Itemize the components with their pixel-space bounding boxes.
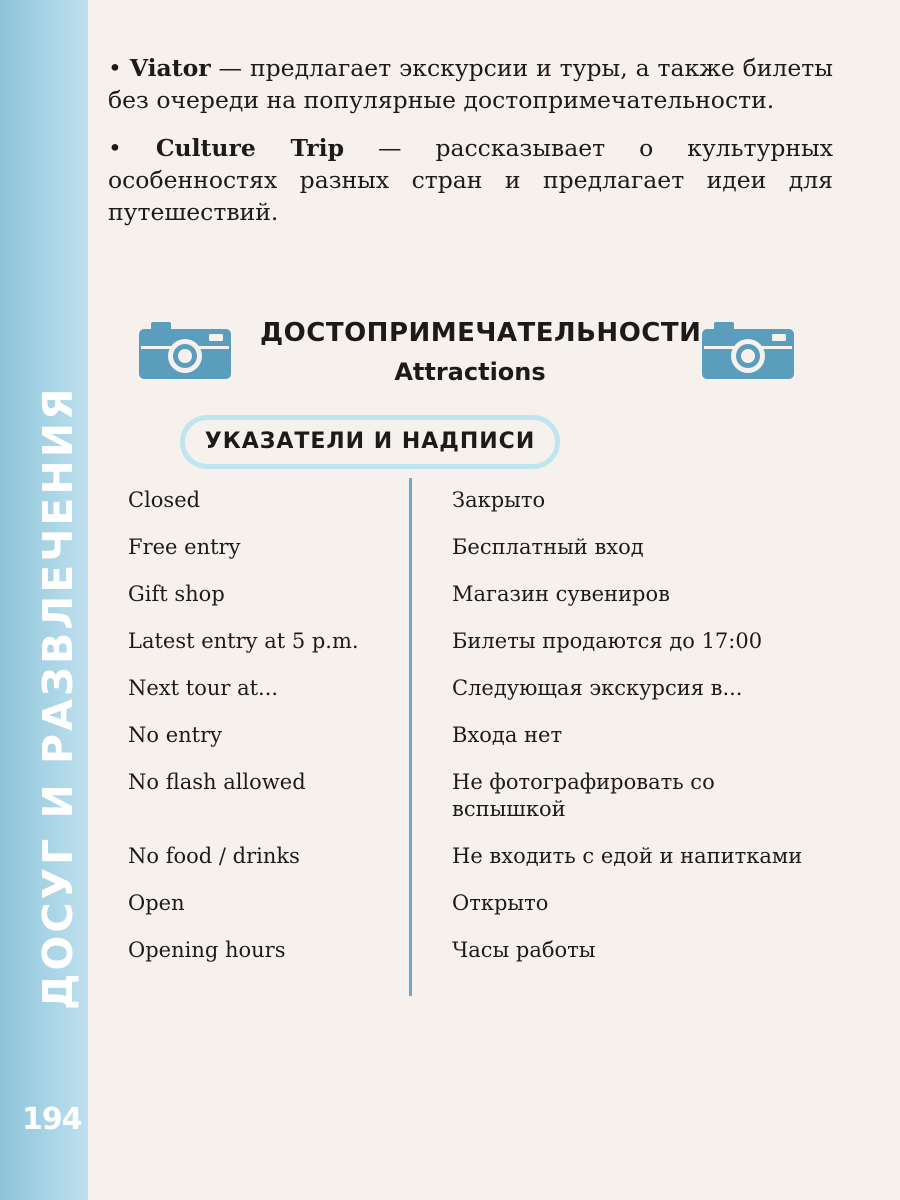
intro-item-name: Culture Trip — [155, 134, 345, 162]
vocab-term-ru: Магазин сувениров — [452, 582, 670, 606]
vocab-term-en: Next tour at... — [128, 676, 279, 700]
section-header — [260, 314, 702, 390]
vocab-term-en: Closed — [128, 488, 201, 512]
sidebar — [0, 0, 88, 1200]
vocab-term-en: No flash allowed — [128, 770, 306, 794]
vocab-term-ru: Открыто — [452, 891, 549, 915]
page-number: 194 — [22, 1102, 82, 1137]
section-title: ДОСУГ И РАЗВЛЕЧЕНИЯ — [34, 385, 82, 1010]
vocab-term-en: Latest entry at 5 p.m. — [128, 629, 359, 653]
vocab-term-en: Open — [128, 891, 185, 915]
vocab-term-ru: Не входить с едой и напитками — [452, 844, 803, 868]
vocab-term-en: Gift shop — [128, 582, 225, 606]
vocab-row — [128, 534, 848, 561]
vocab-term-en: Free entry — [128, 535, 241, 559]
vocab-term-ru: Следующая экскурсия в... — [452, 676, 743, 700]
bullet: • — [108, 54, 130, 82]
vocab-row — [128, 890, 848, 917]
vocab-term-ru: Не фотографировать со вспышкой — [452, 770, 715, 821]
intro-list — [108, 52, 833, 244]
camera-icon — [137, 319, 233, 381]
intro-item-viator — [108, 52, 833, 116]
vocab-row — [128, 581, 848, 608]
intro-item-text: — предлагает экскурсии и туры, а также билеты без очереди на популярные достопримечательности. — [108, 54, 833, 114]
bullet: • — [108, 134, 156, 162]
section-header-title-ru: ДОСТОПРИМЕЧАТЕЛЬНОСТИ — [260, 318, 702, 348]
vocab-row — [128, 843, 848, 870]
vocabulary-table — [128, 487, 848, 984]
section-header-title-en: Attractions — [394, 358, 546, 386]
subheader-pill: УКАЗАТЕЛИ И НАДПИСИ — [180, 415, 560, 469]
intro-item-text: — рассказывает о культурных особенностях разных стран и предлагает идеи для путешествий. — [108, 134, 833, 226]
vocab-row — [128, 487, 848, 514]
intro-item-culture-trip — [108, 132, 833, 228]
intro-item-name: Viator — [129, 54, 211, 82]
vocab-term-ru: Бесплатный вход — [452, 535, 644, 559]
vocab-term-ru: Часы работы — [452, 938, 596, 962]
vocab-row — [128, 722, 848, 749]
vocab-row — [128, 937, 848, 964]
vocab-row — [128, 628, 848, 655]
vocab-row — [128, 675, 848, 702]
vocab-term-ru: Билеты продаются до 17:00 — [452, 629, 763, 653]
camera-icon — [700, 319, 796, 381]
vocab-term-ru: Входа нет — [452, 723, 563, 747]
vocab-term-en: Opening hours — [128, 938, 286, 962]
vocab-term-en: No entry — [128, 723, 222, 747]
vocab-term-en: No food / drinks — [128, 844, 300, 868]
vocab-row — [128, 769, 848, 823]
vocab-term-ru: Закрыто — [452, 488, 546, 512]
